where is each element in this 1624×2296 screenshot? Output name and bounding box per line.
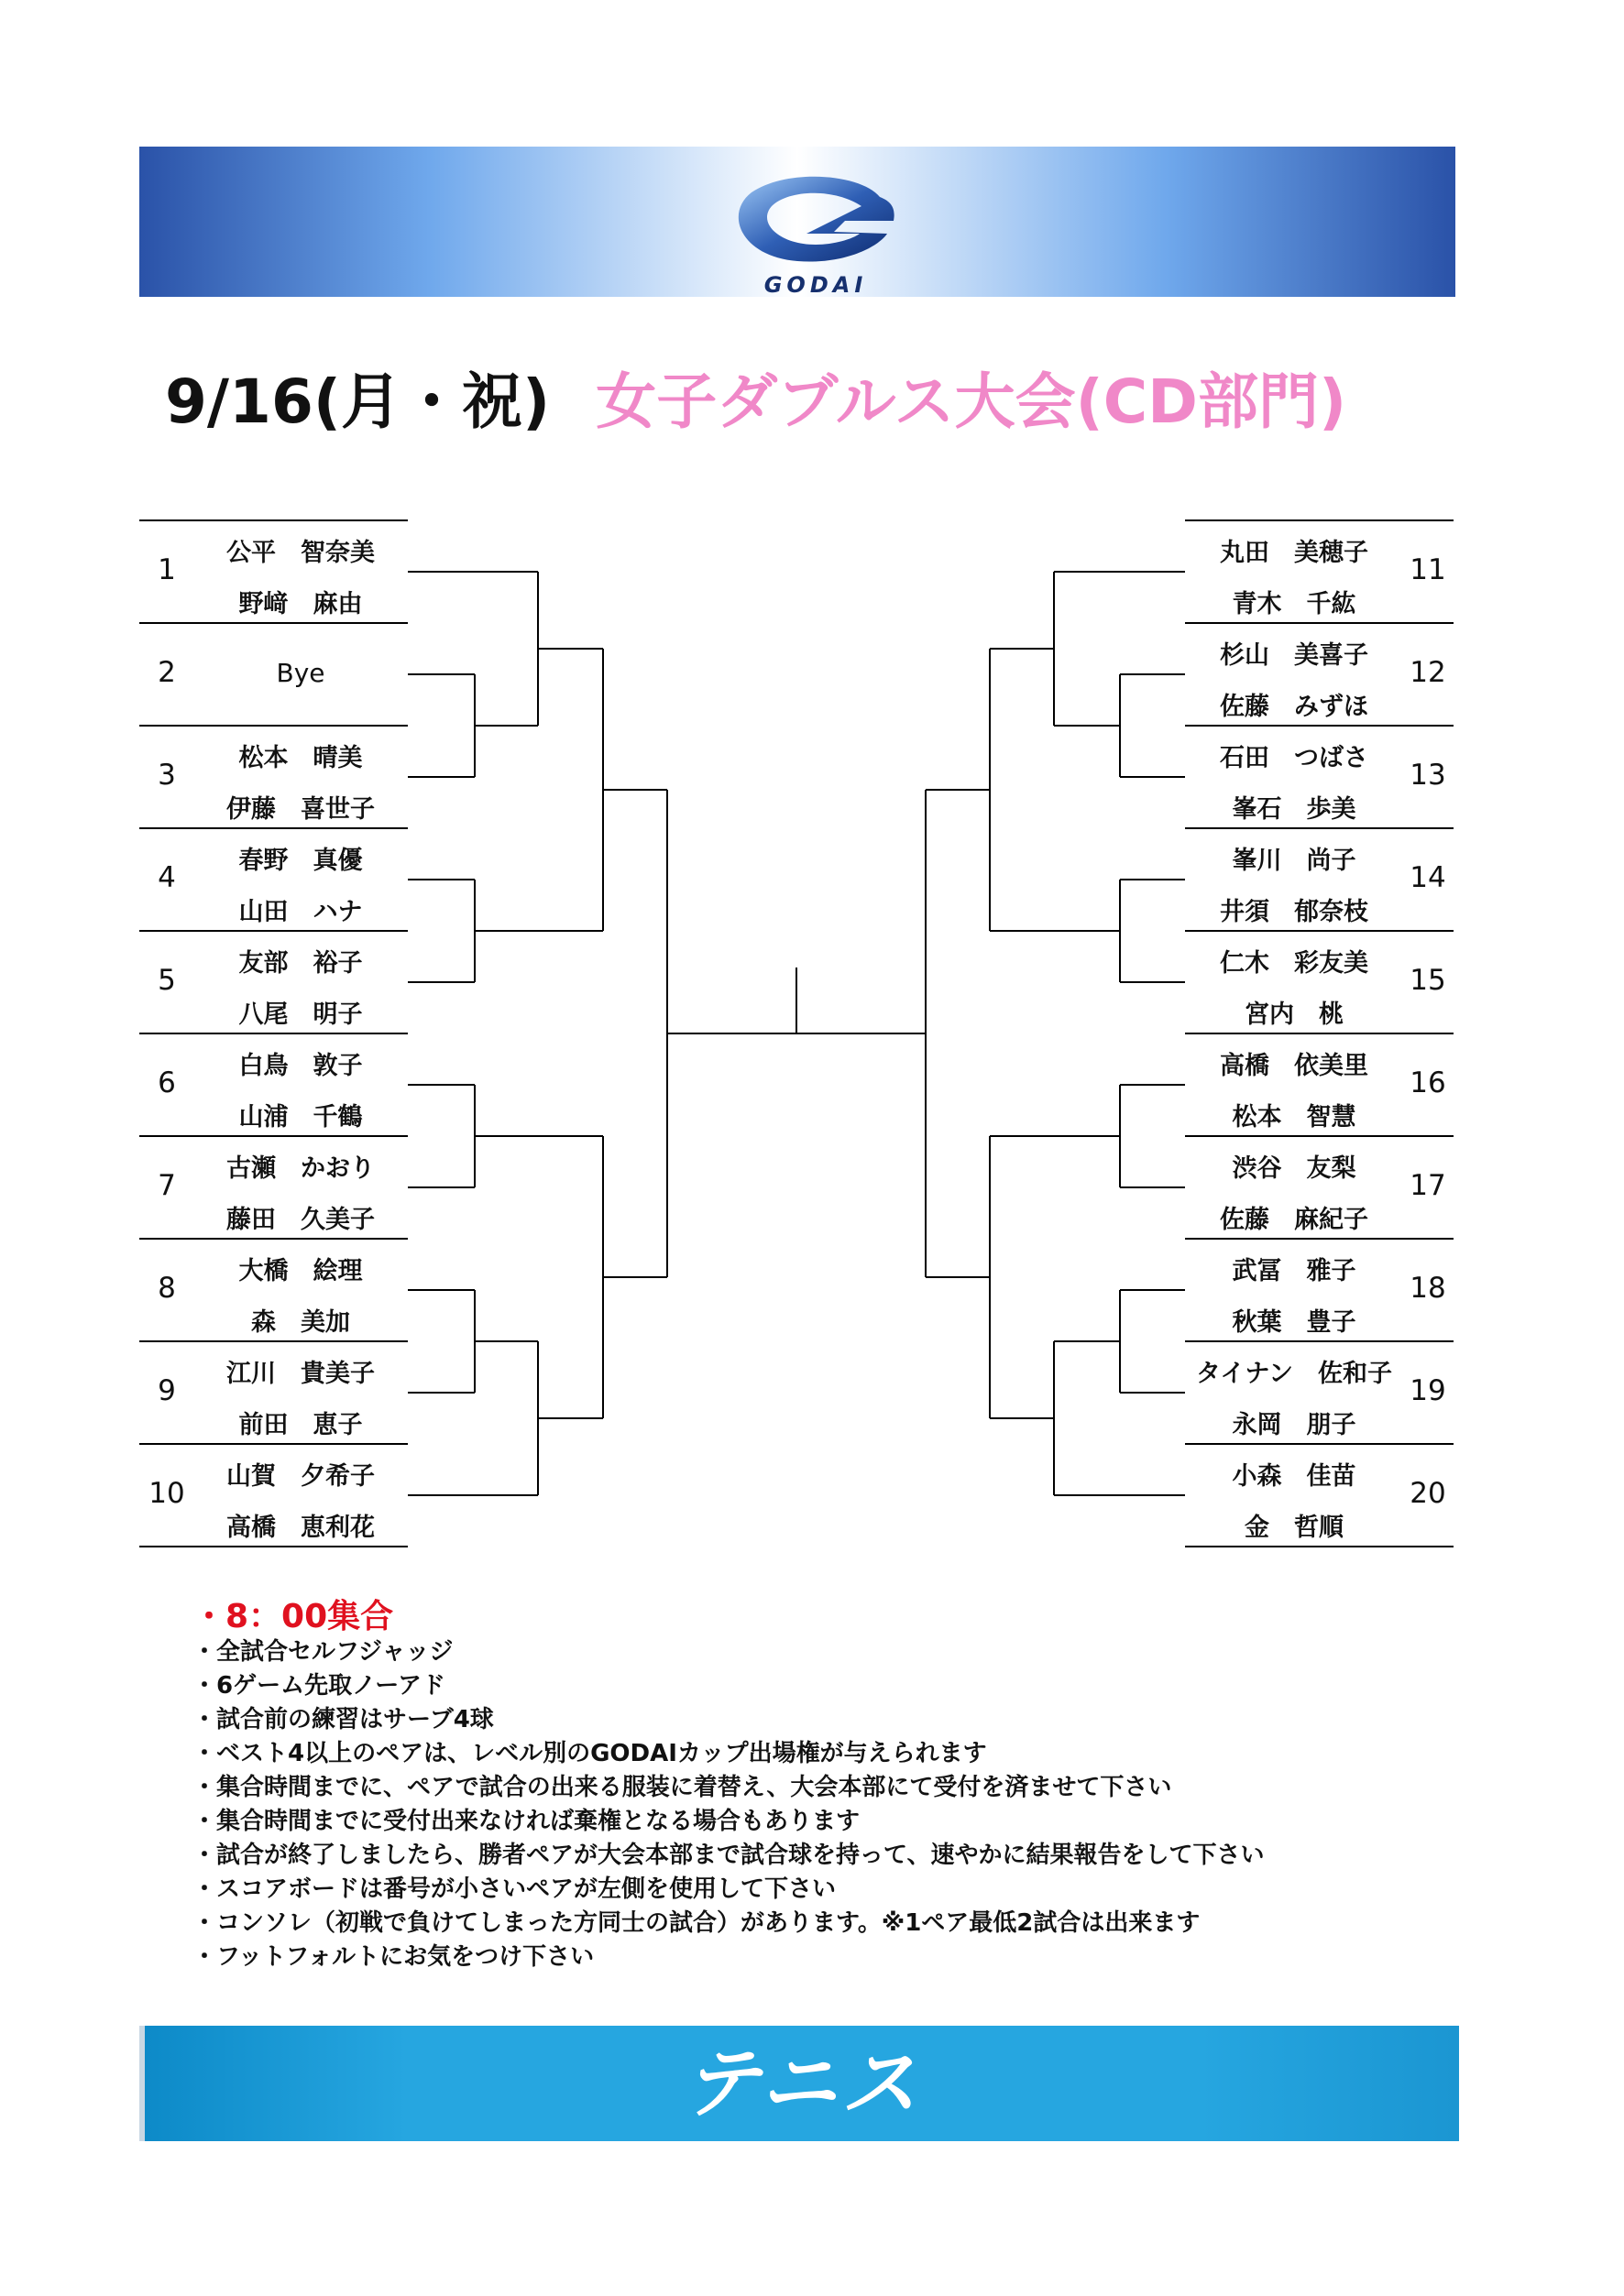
player-name: 森 美加 — [251, 1308, 350, 1337]
seed-number: 4 — [158, 861, 176, 894]
seed-number: 9 — [158, 1374, 176, 1407]
player-name: 秋葉 豊子 — [1232, 1308, 1356, 1337]
player-name: 小森 佳苗 — [1232, 1462, 1356, 1491]
player-name: 佐藤 麻紀子 — [1220, 1206, 1368, 1234]
player-name: 白鳥 敦子 — [238, 1052, 363, 1080]
seed-number: 8 — [158, 1272, 176, 1305]
rule-item: ・フットフォルトにお気をつけ下さい — [192, 1943, 595, 1971]
player-name: 峯石 歩美 — [1232, 795, 1356, 824]
player-name: 金 哲順 — [1245, 1514, 1344, 1542]
player-name: 武冨 雅子 — [1232, 1257, 1356, 1285]
seed-number: 10 — [148, 1477, 185, 1510]
rule-item: ・試合が終了しましたら、勝者ペアが大会本部まで試合球を持って、速やかに結果報告をして下さい — [192, 1842, 1265, 1869]
player-name: 前田 恵子 — [238, 1411, 363, 1439]
rule-item: ・コンソレ（初戦で負けてしまった方同士の試合）があります。※1ペア最低2試合は出来ます — [192, 1909, 1201, 1937]
player-name: 春野 真優 — [238, 847, 363, 875]
player-name: 井須 郁奈枝 — [1220, 898, 1368, 926]
seed-number: 6 — [158, 1066, 176, 1099]
rule-item: ・ベスト4以上のペアは、レベル別のGODAIカップ出場権が与えられます — [192, 1740, 987, 1767]
bye-slot: Bye — [276, 658, 325, 688]
player-name: 石田 つばさ — [1220, 744, 1368, 772]
player-name: 伊藤 喜世子 — [226, 795, 375, 824]
player-name: 大橋 絵理 — [238, 1257, 363, 1285]
rule-item: ・集合時間までに受付出来なければ棄権となる場合もあります — [192, 1808, 861, 1835]
event-date: 9/16(月・祝) — [165, 366, 551, 437]
seed-number: 13 — [1410, 759, 1446, 792]
player-name: 丸田 美穂子 — [1220, 539, 1368, 567]
seed-number: 5 — [158, 964, 176, 997]
rule-item: ・6ゲーム先取ノーアド — [192, 1672, 446, 1700]
seed-number: 14 — [1410, 861, 1446, 894]
player-name: 高橋 依美里 — [1220, 1052, 1368, 1080]
player-name: 宮内 桃 — [1245, 1000, 1344, 1029]
player-name: 公平 智奈美 — [226, 539, 375, 567]
player-name: 杉山 美喜子 — [1220, 641, 1368, 670]
player-name: 藤田 久美子 — [226, 1206, 375, 1234]
player-name: 友部 裕子 — [238, 949, 363, 978]
seed-number: 12 — [1410, 656, 1446, 689]
seed-number: 2 — [158, 656, 176, 689]
seed-number: 1 — [158, 553, 176, 586]
seed-number: 11 — [1410, 553, 1446, 586]
rules-heading: ・8：00集合 — [192, 1598, 394, 1635]
logo-text: GODAI — [763, 272, 868, 298]
player-name: 高橋 恵利花 — [226, 1514, 375, 1542]
seed-number: 16 — [1410, 1066, 1446, 1099]
event-name: 女子ダブルス大会(CD部門) — [596, 366, 1347, 437]
footer-banner — [139, 2026, 1459, 2141]
seed-number: 20 — [1410, 1477, 1446, 1510]
seed-number: 17 — [1410, 1169, 1446, 1202]
rule-item: ・スコアボードは番号が小さいペアが左側を使用して下さい — [192, 1875, 837, 1903]
player-name: 山田 ハナ — [238, 898, 363, 926]
player-name: タイナン 佐和子 — [1195, 1360, 1393, 1388]
footer-banner-text: テニス — [682, 2039, 922, 2128]
player-name: 山浦 千鶴 — [238, 1103, 363, 1132]
player-name: 峯川 尚子 — [1232, 847, 1356, 875]
player-name: 八尾 明子 — [238, 1000, 363, 1029]
player-name: 松本 智慧 — [1232, 1103, 1356, 1132]
player-name: 渋谷 友梨 — [1232, 1154, 1356, 1183]
player-name: 松本 晴美 — [238, 744, 363, 772]
rule-item: ・集合時間までに、ペアで試合の出来る服装に着替え、大会本部にて受付を済ませて下さい — [192, 1774, 1172, 1801]
player-name: 青木 千紘 — [1232, 590, 1356, 618]
seed-number: 15 — [1410, 964, 1446, 997]
rule-item: ・全試合セルフジャッジ — [192, 1638, 454, 1666]
rule-item: ・試合前の練習はサーブ4球 — [192, 1706, 494, 1733]
player-name: 古瀬 かおり — [226, 1154, 375, 1183]
seed-number: 3 — [158, 759, 176, 792]
player-name: 山賀 夕希子 — [226, 1462, 375, 1491]
player-name: 永岡 朋子 — [1232, 1411, 1356, 1439]
rules-list — [192, 1599, 1264, 1974]
seed-number: 7 — [158, 1169, 176, 1202]
player-name: 野﨑 麻由 — [238, 590, 363, 618]
player-name: 江川 貴美子 — [226, 1360, 375, 1388]
player-name: 仁木 彩友美 — [1220, 949, 1368, 978]
player-name: 佐藤 みずほ — [1220, 693, 1368, 721]
seed-number: 18 — [1410, 1272, 1446, 1305]
seed-number: 19 — [1410, 1374, 1446, 1407]
